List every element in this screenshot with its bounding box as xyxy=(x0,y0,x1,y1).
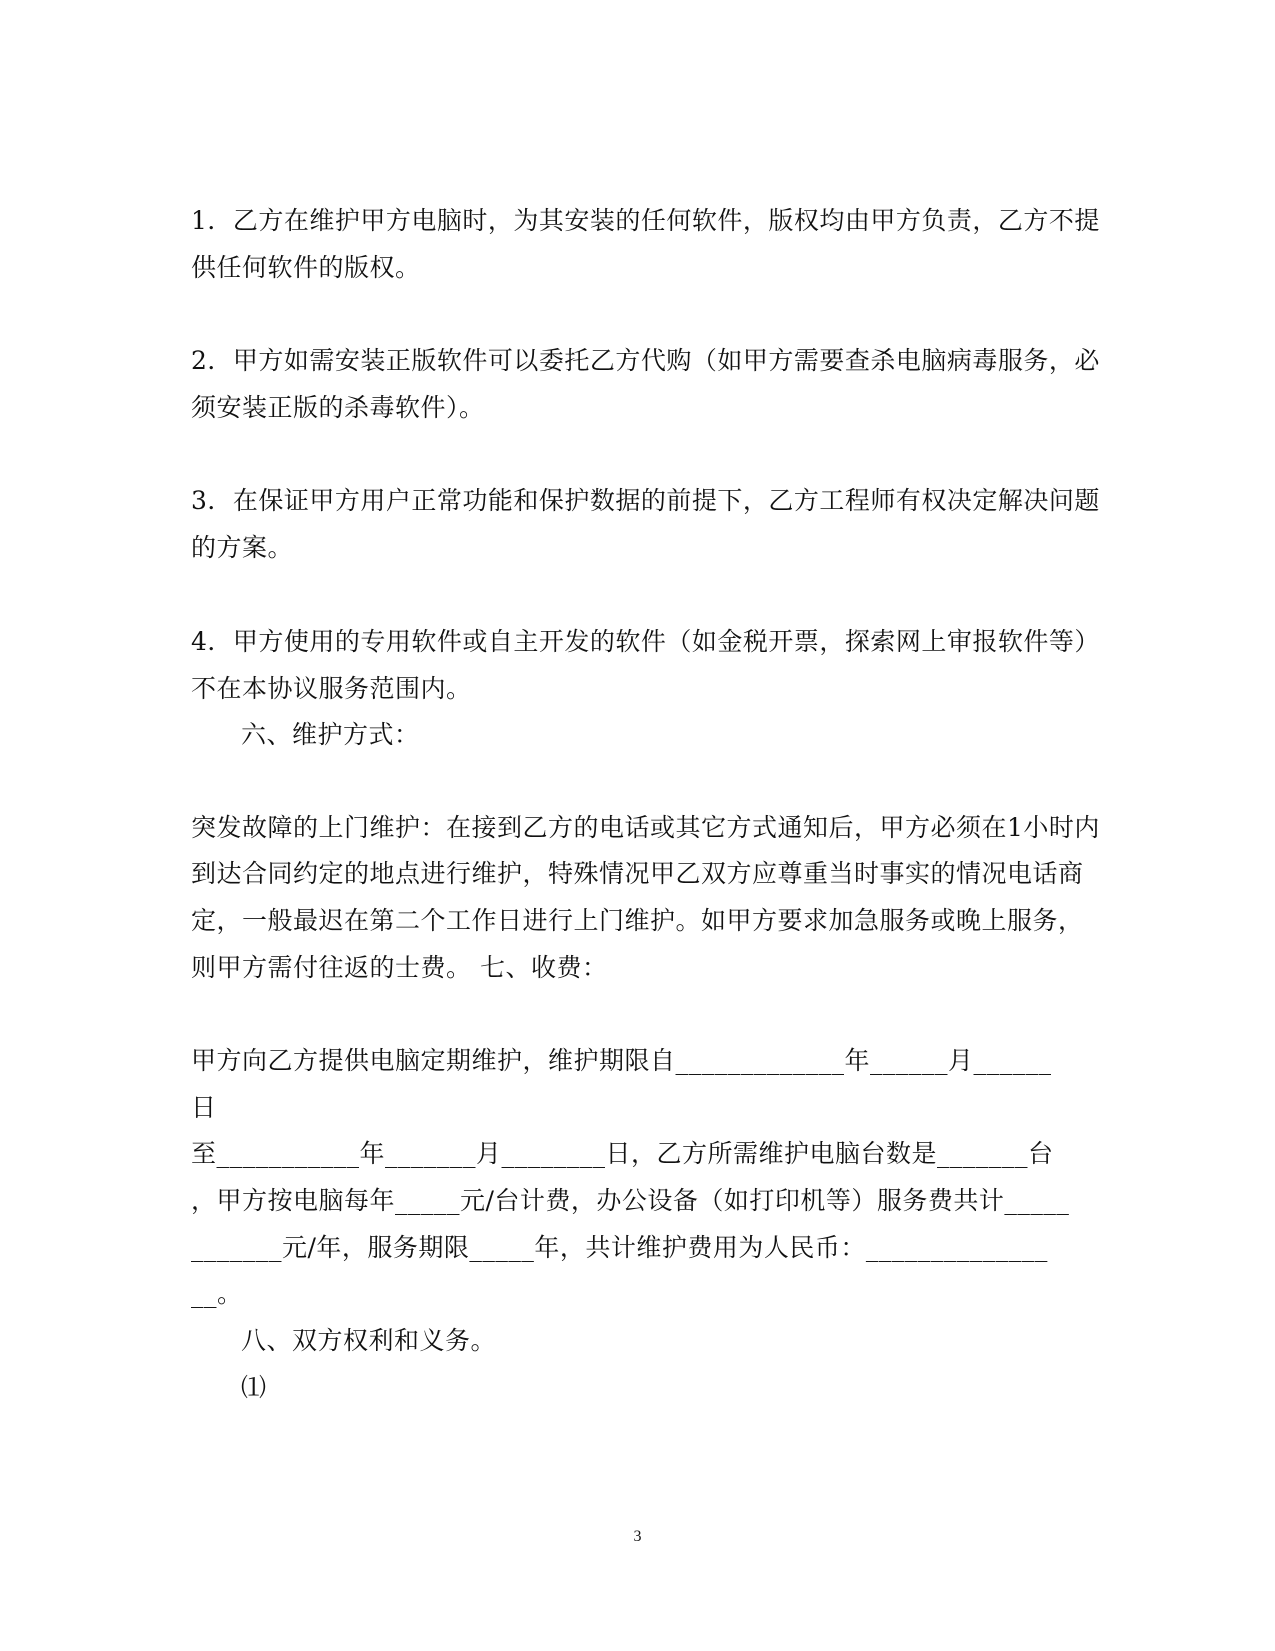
text-line-14: 日 xyxy=(191,1093,217,1122)
text-line-9: 突发故障的上门维护：在接到乙方的电话或其它方式通知后，甲方必须在1小时内 xyxy=(191,813,1100,842)
text-line-18: __。 xyxy=(191,1279,243,1308)
text-line-2: 供任何软件的版权。 xyxy=(191,253,421,282)
text-line-15: 至___________年_______月________日，乙方所需维护电脑台数是_______台 xyxy=(191,1139,1054,1168)
text-line-8: 不在本协议服务范围内。 xyxy=(191,674,472,703)
text-line-3: 2．甲方如需安装正版软件可以委托乙方代购（如甲方需要查杀电脑病毒服务，必 xyxy=(191,346,1100,375)
text-line-6: 的方案。 xyxy=(191,533,294,562)
text-line-10: 到达合同约定的地点进行维护，特殊情况甲乙双方应尊重当时事实的情况电话商 xyxy=(191,859,1084,888)
text-line-7: 4．甲方使用的专用软件或自主开发的软件（如金税开票，探索网上审报软件等） xyxy=(191,627,1100,656)
section-heading-8: 八、双方权利和义务。 xyxy=(241,1326,497,1355)
text-line-11: 定，一般最迟在第二个工作日进行上门维护。如甲方要求加急服务或晚上服务， xyxy=(191,906,1084,935)
text-line-19: ⑴ xyxy=(241,1373,267,1402)
text-line-5: 3．在保证甲方用户正常功能和保护数据的前提下，乙方工程师有权决定解决问题 xyxy=(191,486,1100,515)
page-number: 3 xyxy=(633,1528,642,1545)
text-line-13: 甲方向乙方提供电脑定期维护，维护期限自_____________年______月______ xyxy=(191,1046,1052,1075)
text-line-16: ，甲方按电脑每年_____元/台计费，办公设备（如打印机等）服务费共计_____ xyxy=(191,1186,1070,1215)
section-heading-6: 六、维护方式： xyxy=(241,720,420,749)
text-line-12: 则甲方需付往返的士费。 七、收费： xyxy=(191,953,608,982)
text-line-17: _______元/年，服务期限_____年，共计维护费用为人民币：______________ xyxy=(191,1233,1048,1262)
text-line-1: 1．乙方在维护甲方电脑时，为其安装的任何软件，版权均由甲方负责，乙方不提 xyxy=(191,206,1100,235)
text-line-4: 须安装正版的杀毒软件）。 xyxy=(191,393,485,422)
